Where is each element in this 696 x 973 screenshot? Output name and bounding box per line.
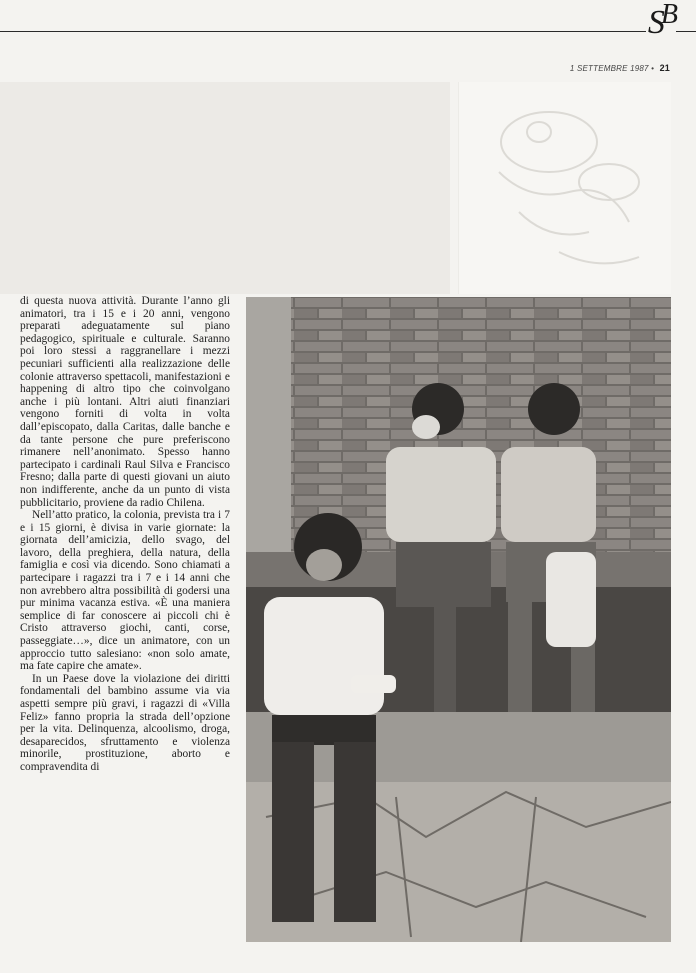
issue-date: 1 SETTEMBRE 1987	[569, 64, 649, 73]
faded-illustration	[458, 82, 671, 294]
faded-illustration-drawing	[459, 82, 671, 294]
children-photo-drawing	[246, 297, 671, 942]
article-paragraph: di questa nuova attività. Durante l’anno gli animatori, tra i 15 e i 20 anni, vengono preparati adeguatamente sul piano pedagogico, spirituale e culturale. Saranno poi loro stessi a raggranellare i mezzi pecuniari sufficienti alla realizzazione delle colonie attraverso spettacoli, manifestazioni e happening di altro tipo che coinvolgano anche i più lontani. Altri aiuti finanziari vengono forniti di volta in volta dall’episcopato, dalla Caritas, dalle banche e da tante persone che pure preferiscono rimanere nell’anonimato. Spesso hanno partecipato i cardinali Raul Silva e Francisco Fresno; dalla parte di questi giovani un aiuto non indifferente, anche da un punto di vista pubblicitario, proviene da radio Chilena.	[20, 295, 230, 509]
magazine-logo: $S^B$	[647, 0, 674, 41]
page-number: 21	[659, 63, 670, 73]
folio-separator: •	[651, 64, 655, 73]
wall-pillar	[246, 297, 291, 567]
article-body	[20, 295, 230, 774]
greyed-top-area	[0, 82, 450, 294]
article-photo	[246, 297, 671, 942]
article-paragraph: Nell’atto pratico, la colonia, prevista tra i 7 e i 15 giorni, è divisa in varie giornate: la giornata dell’amicizia, dello svago, del lavoro, della preghiera, della natura, della famiglia e così via dicendo. Sono chiamati a partecipare i ragazzi tra i 7 e i 14 anni che non avrebbero altra possibilità di godersi una pur minima vacanza estiva. «È una maniera semplice di far conoscere ai piccoli chi è Cristo attraverso giochi, canti, corse, passeggiate…», dice un animatore, con un approccio tutto salesiano: «non solo amate, ma fate capire che amate».	[20, 509, 230, 673]
page-folio	[570, 63, 670, 73]
article-paragraph: In un Paese dove la violazione dei diritti fondamentali del bambino assume via via aspetti sempre più gravi, i ragazzi di «Villa Feliz» fanno propria la strada dell’opzione per la vita. Delinquenza, alcoolismo, droga, desaparecidos, sfruttamento e violenza minorile, prostituzione, aborto e compravendita di	[20, 672, 230, 773]
header-rule	[0, 31, 696, 32]
